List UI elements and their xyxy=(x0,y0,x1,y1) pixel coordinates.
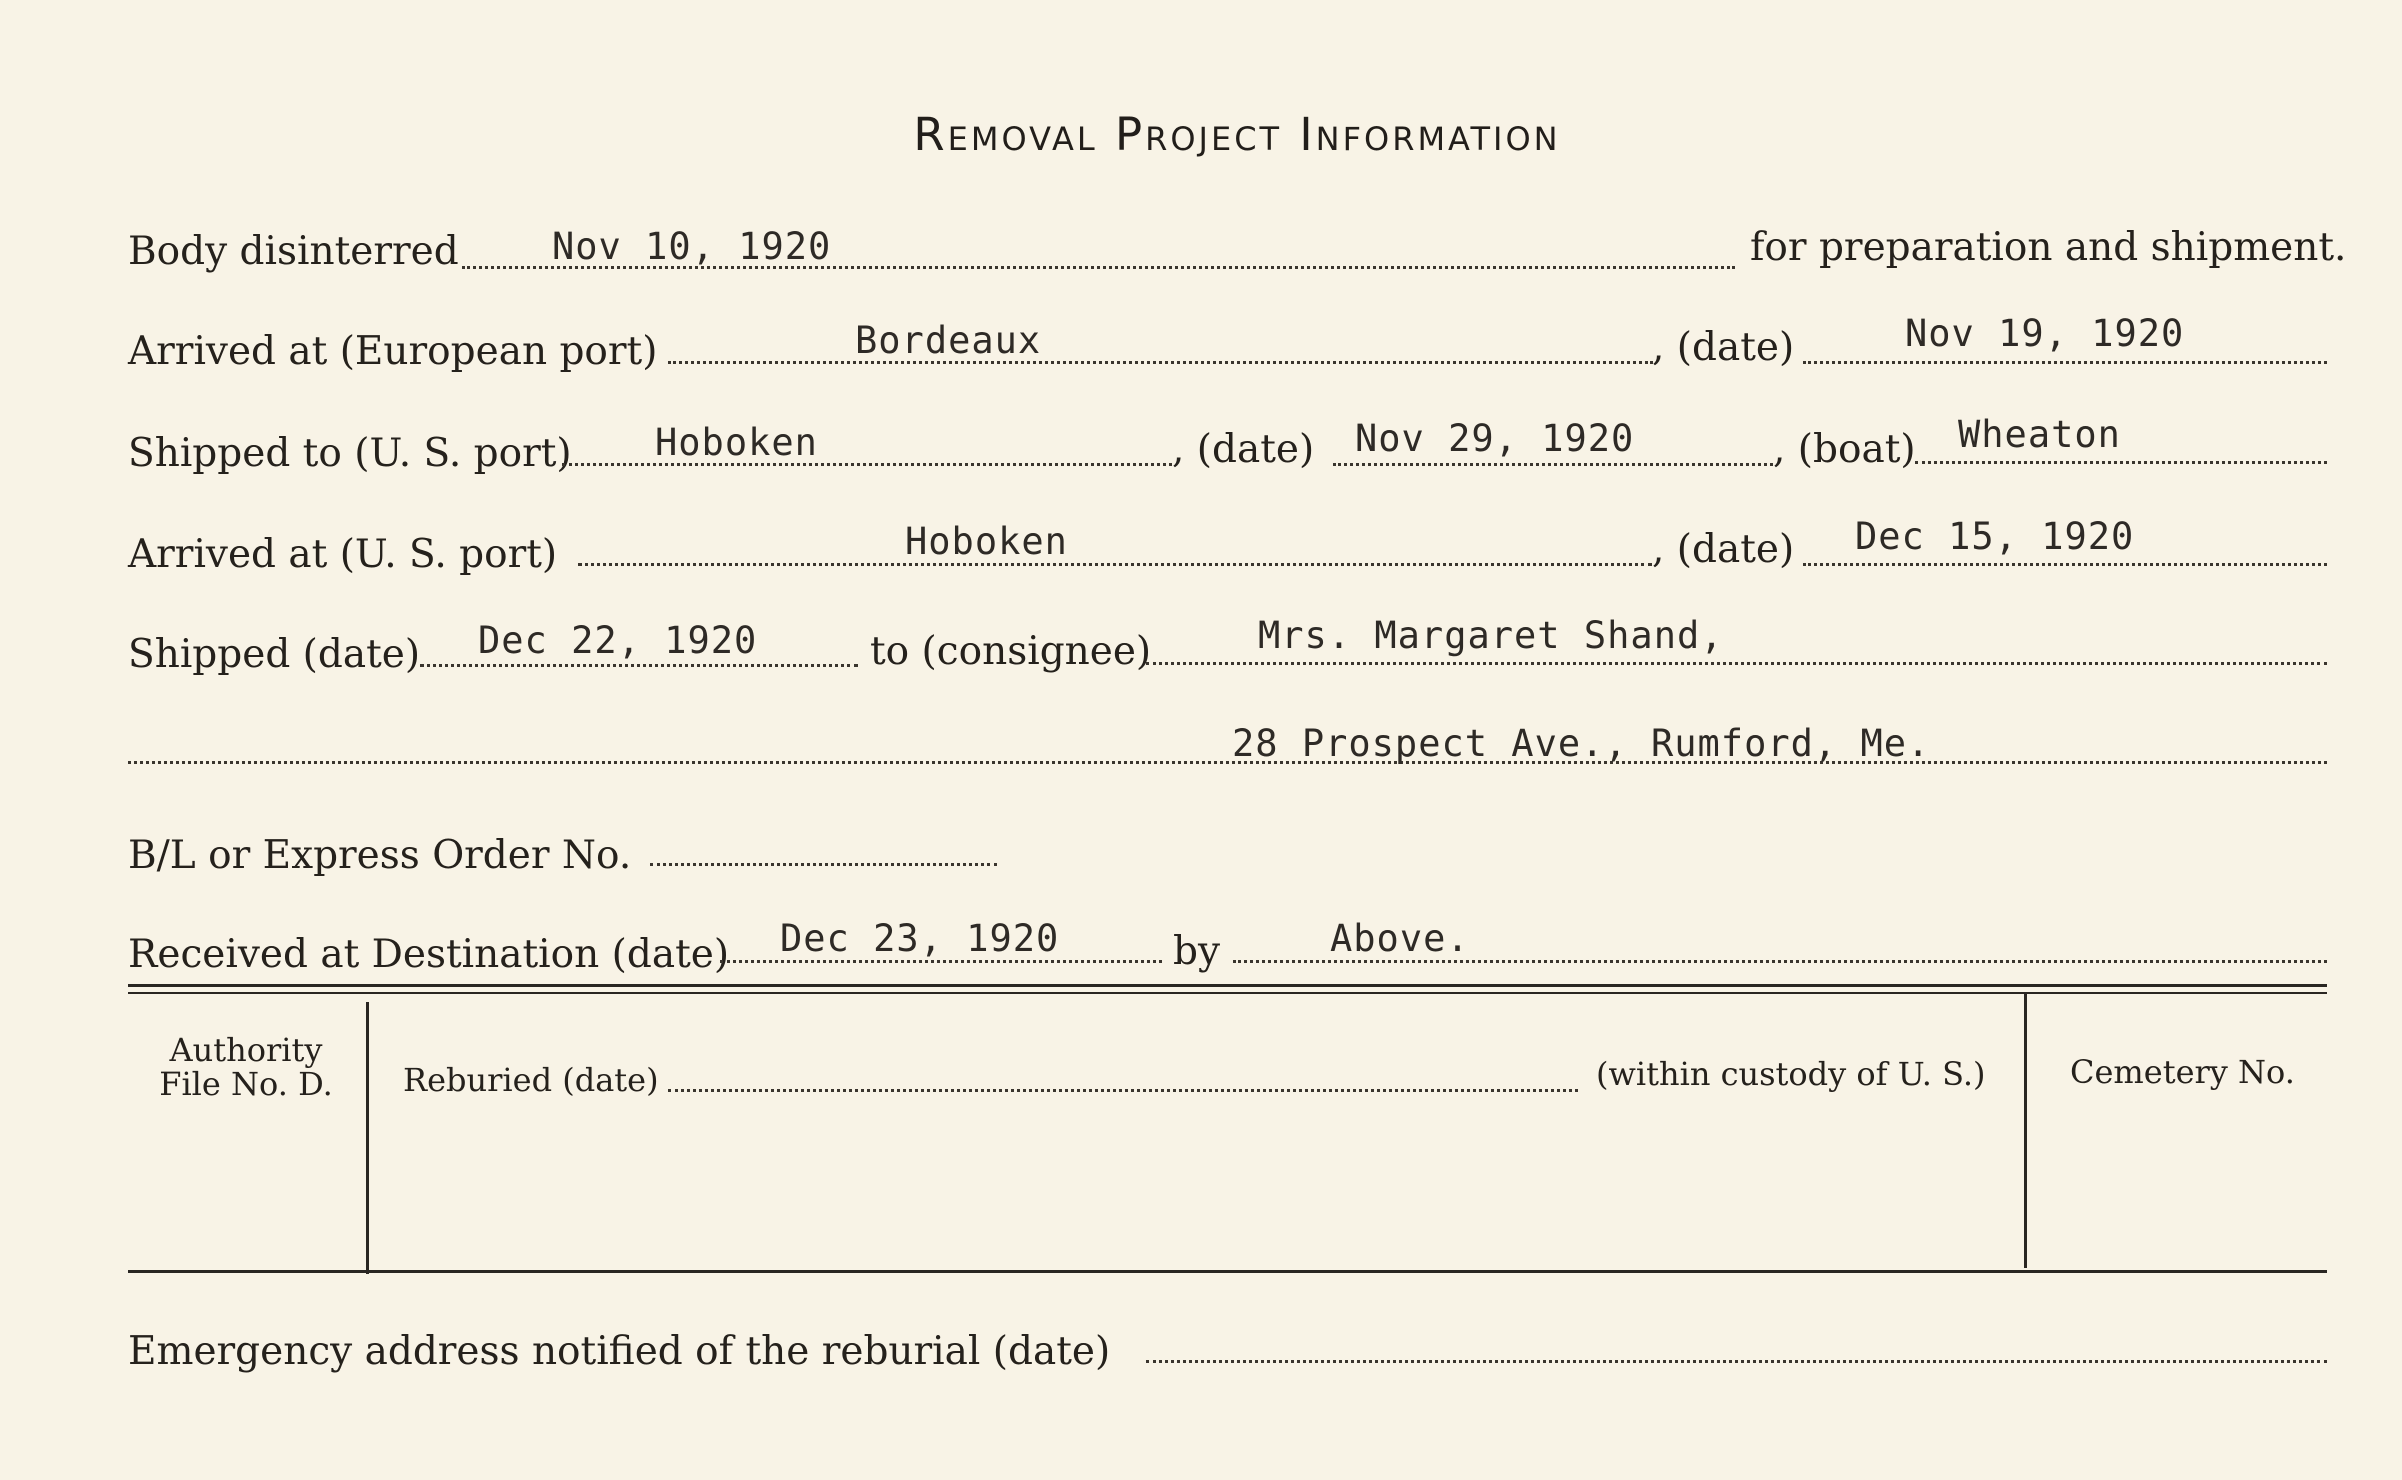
shipped-us-port: Hoboken xyxy=(655,421,818,464)
consignee-line xyxy=(1146,662,2327,665)
bl-order-line xyxy=(650,863,997,866)
shipped-us-boat-label: , (boat) xyxy=(1773,427,1916,472)
arrived-us-label: Arrived at (U. S. port) xyxy=(128,532,558,577)
shipped-us-boat: Wheaton xyxy=(1958,413,2121,456)
body-disinterred-label: Body disinterred xyxy=(128,229,459,274)
received-by: Above. xyxy=(1330,917,1470,960)
box-top-rule xyxy=(128,984,2327,987)
reburied-label: Reburied (date) xyxy=(403,1061,659,1099)
cemetery-label: Cemetery No. xyxy=(2070,1053,2295,1091)
shipped-us-line xyxy=(562,463,1172,466)
shipped-us-label: Shipped to (U. S. port) xyxy=(128,431,572,476)
reburied-line xyxy=(668,1089,1578,1092)
authority-label xyxy=(150,1031,342,1103)
shipped-date-label: Shipped (date) xyxy=(128,632,421,677)
arrived-us-date: Dec 15, 1920 xyxy=(1855,515,2135,558)
arrived-european-date: Nov 19, 1920 xyxy=(1905,312,2185,355)
received-date: Dec 23, 1920 xyxy=(780,917,1060,960)
consignee-address: 28 Prospect Ave., Rumford, Me. xyxy=(1232,722,1931,765)
body-disinterred-value: Nov 10, 1920 xyxy=(552,225,832,268)
shipped-date-line xyxy=(420,664,858,667)
authority-line1: Authority xyxy=(169,1031,323,1069)
shipped-us-date-line xyxy=(1333,463,1773,466)
box-right-divider xyxy=(2024,994,2027,1268)
received-label: Received at Destination (date) xyxy=(128,932,730,977)
arrived-european-date-line xyxy=(1803,361,2327,364)
box-bottom-rule xyxy=(128,1270,2327,1273)
arrived-us-date-line xyxy=(1803,563,2327,566)
consignee-label: to (consignee) xyxy=(870,629,1152,674)
arrived-us-line xyxy=(578,563,1652,566)
card-title: Removal Project Information xyxy=(913,108,1561,161)
address-line xyxy=(128,761,2327,764)
shipped-date-value: Dec 22, 1920 xyxy=(478,619,758,662)
box-left-divider xyxy=(366,1002,369,1274)
arrived-european-date-label: , (date) xyxy=(1652,325,1795,370)
arrived-european-line xyxy=(668,361,1653,364)
body-disinterred-suffix: for preparation and shipment. xyxy=(1750,225,2347,270)
received-by-label: by xyxy=(1173,929,1220,974)
box-top-rule-inner xyxy=(128,992,2327,994)
arrived-european-label: Arrived at (European port) xyxy=(128,329,658,374)
consignee-name: Mrs. Margaret Shand, xyxy=(1258,614,1724,657)
custody-label: (within custody of U. S.) xyxy=(1596,1055,1986,1093)
authority-line2: File No. D. xyxy=(159,1064,333,1103)
emergency-line xyxy=(1146,1360,2327,1363)
bl-order-label: B/L or Express Order No. xyxy=(128,833,632,878)
shipped-us-date: Nov 29, 1920 xyxy=(1355,417,1635,460)
received-date-line xyxy=(720,960,1162,963)
arrived-us-port: Hoboken xyxy=(905,520,1068,563)
received-by-line xyxy=(1233,960,2327,963)
arrived-european-port: Bordeaux xyxy=(855,319,1042,362)
shipped-us-boat-line xyxy=(1915,461,2327,464)
emergency-label: Emergency address notified of the reburial (date) xyxy=(128,1329,1111,1374)
shipped-us-date-label: , (date) xyxy=(1172,427,1315,472)
arrived-us-date-label: , (date) xyxy=(1652,527,1795,572)
